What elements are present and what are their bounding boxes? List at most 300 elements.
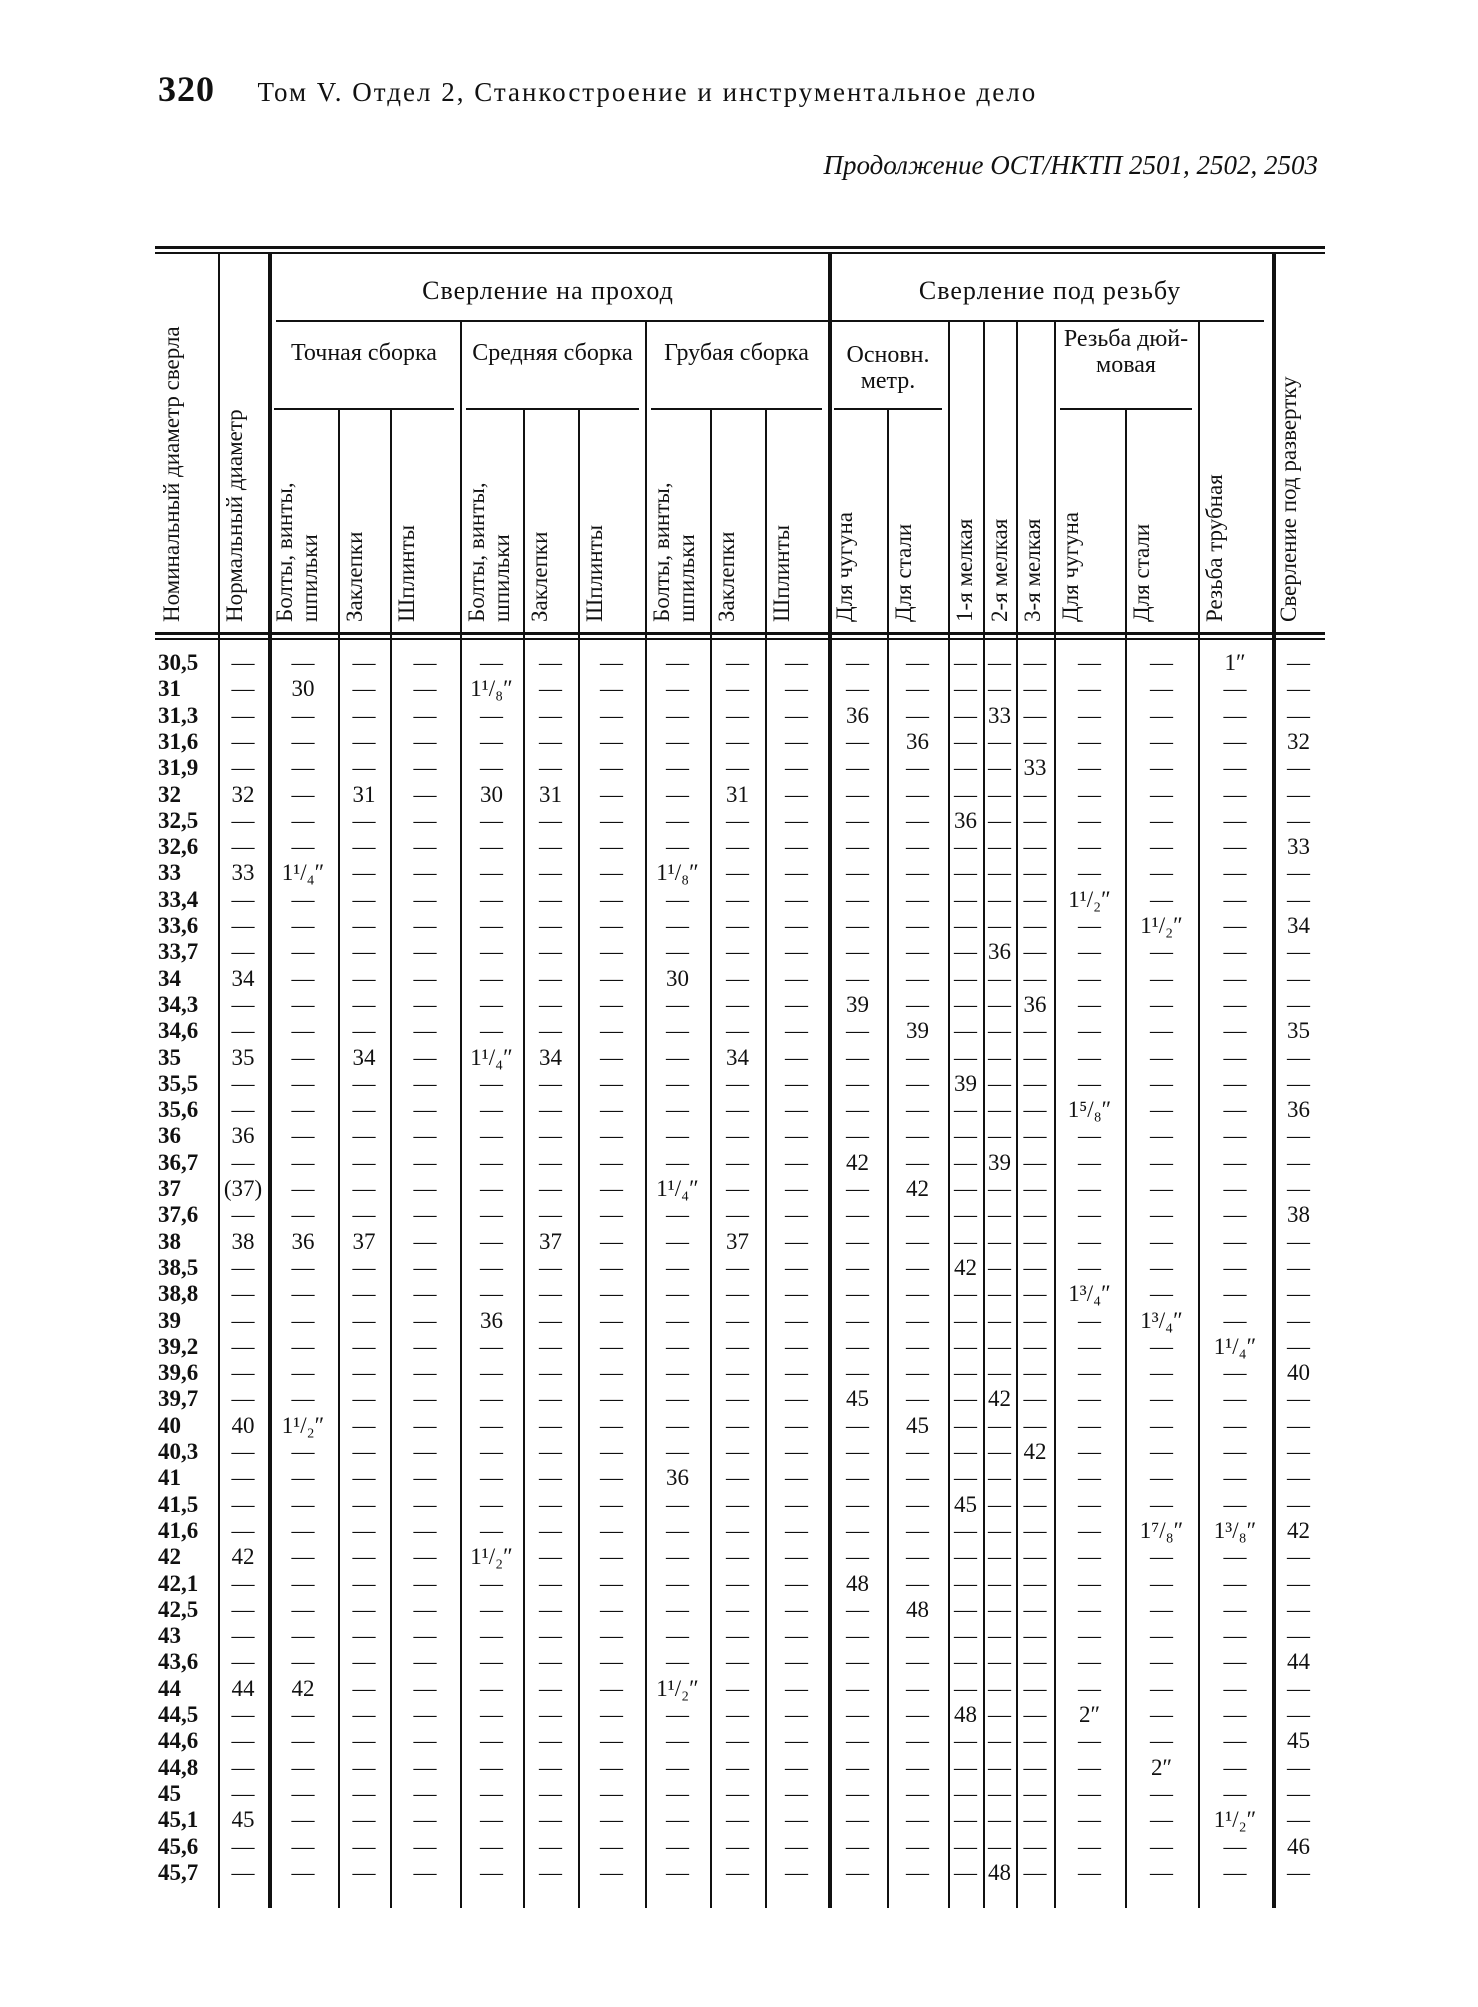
table-cell: — — [600, 1754, 623, 1780]
table-cell: — — [1150, 1360, 1173, 1386]
table-cell: — — [413, 1307, 437, 1333]
table-cell: — — [600, 1649, 623, 1675]
table-cell: — — [666, 1859, 689, 1885]
table-cell: 42 — [1287, 1517, 1310, 1543]
table-cell: — — [600, 886, 623, 912]
table-cell: 42 — [906, 1176, 929, 1201]
table-cell: — — [906, 807, 929, 833]
table-cell: — — [352, 1649, 376, 1675]
table-cell: — — [539, 1859, 562, 1885]
row-diameter-label: 39,2 — [158, 1333, 199, 1359]
table-cell: — — [954, 834, 977, 860]
table-cell: — — [231, 1202, 255, 1228]
table-cell: 1¹/₈″ — [656, 860, 699, 886]
table-cell: — — [954, 728, 977, 754]
table-cell: — — [954, 1780, 977, 1806]
table-cell: — — [352, 991, 376, 1017]
table-cell: — — [1150, 728, 1173, 754]
table-cell: — — [666, 728, 689, 754]
table-cell: — — [480, 728, 503, 754]
table-cell: — — [1150, 807, 1173, 833]
table-cell: — — [1078, 702, 1101, 728]
table-cell: — — [1223, 1097, 1247, 1123]
table-cell: — — [600, 1807, 623, 1833]
table-cell: — — [988, 1596, 1011, 1622]
table-cell: 38 — [231, 1228, 255, 1254]
table-cell: — — [666, 913, 689, 938]
table-cell: — — [480, 1675, 503, 1701]
table-cell: — — [785, 1491, 808, 1517]
table-cell: — — [291, 781, 315, 807]
table-cell: — — [785, 728, 808, 754]
table-cell: — — [785, 1360, 808, 1386]
row-diameter-label: 37,6 — [158, 1202, 199, 1228]
table-cell: — — [726, 1544, 749, 1570]
table-cell: — — [231, 1307, 255, 1333]
table-cell: — — [413, 650, 437, 675]
table-cell: — — [906, 676, 929, 702]
table-cell: 42 — [1023, 1439, 1047, 1464]
row-diameter-label: 41,6 — [158, 1517, 199, 1543]
table-cell: — — [988, 1754, 1011, 1780]
table-cell: — — [352, 939, 376, 965]
table-cell: — — [1023, 1596, 1047, 1622]
table-cell: — — [291, 939, 315, 965]
table-cell: — — [1078, 676, 1101, 702]
table-cell: — — [352, 1859, 376, 1885]
row-diameter-label: 44 — [158, 1675, 181, 1701]
table-cell: — — [600, 1596, 623, 1622]
table-cell: — — [1223, 1675, 1247, 1701]
table-cell: — — [1078, 1807, 1101, 1833]
table-cell: — — [1078, 1070, 1101, 1096]
table-cell: 34 — [1287, 913, 1310, 938]
table-cell: 36 — [291, 1228, 315, 1254]
table-cell: — — [352, 1833, 376, 1859]
table-cell: — — [1223, 913, 1247, 938]
table-cell: — — [846, 650, 869, 675]
table-cell: 44 — [1287, 1649, 1310, 1675]
table-cell: — — [1023, 1123, 1047, 1149]
table-cell: — — [1023, 1176, 1047, 1201]
table-cell: — — [1287, 1623, 1310, 1649]
table-cell: — — [1023, 1097, 1047, 1123]
table-cell: — — [726, 860, 749, 886]
table-cell: — — [846, 1728, 869, 1754]
table-cell: — — [539, 1149, 562, 1175]
table-cell: — — [846, 1807, 869, 1833]
table-cell: — — [600, 1123, 623, 1149]
table-cell: — — [1150, 1149, 1173, 1175]
table-cell: — — [413, 1465, 437, 1491]
table-cell: — — [666, 1097, 689, 1123]
table-cell: — — [906, 913, 929, 938]
table-cell: — — [1150, 755, 1173, 781]
column-header: Нормальный диаметр — [222, 409, 247, 622]
table-cell: — — [785, 1596, 808, 1622]
table-cell: — — [846, 1360, 869, 1386]
table-cell: — — [539, 1176, 562, 1201]
column-header: Сверление под развертку — [1276, 376, 1301, 622]
table-cell: — — [726, 1833, 749, 1859]
table-cell: — — [1023, 807, 1047, 833]
table-cell: — — [666, 1412, 689, 1438]
table-cell: — — [600, 1070, 623, 1096]
table-rule — [155, 252, 1325, 254]
table-cell: — — [480, 1070, 503, 1096]
table-cell: — — [906, 1544, 929, 1570]
table-cell: — — [1223, 1070, 1247, 1096]
table-cell: — — [1023, 913, 1047, 938]
row-diameter-label: 38,8 — [158, 1281, 199, 1307]
table-cell: — — [231, 1149, 255, 1175]
row-diameter-label: 45,6 — [158, 1833, 199, 1859]
table-cell: 1³/₄″ — [1068, 1281, 1111, 1307]
page-number: 320 — [158, 69, 215, 109]
table-cell: — — [352, 1412, 376, 1438]
table-cell: — — [1078, 1307, 1101, 1333]
table-cell: — — [906, 1202, 929, 1228]
table-cell: — — [785, 1123, 808, 1149]
table-cell: — — [352, 755, 376, 781]
table-cell: — — [231, 1780, 255, 1806]
table-cell: — — [906, 1228, 929, 1254]
table-cell: — — [231, 1360, 255, 1386]
table-cell: — — [666, 939, 689, 965]
table-cell: — — [785, 1386, 808, 1412]
table-cell: — — [846, 755, 869, 781]
table-cell: — — [600, 1228, 623, 1254]
table-cell: — — [666, 1439, 689, 1464]
table-cell: — — [539, 1780, 562, 1806]
column-header: Заклепки — [342, 531, 367, 622]
table-cell: — — [1078, 1491, 1101, 1517]
table-cell: — — [846, 860, 869, 886]
table-cell: — — [1287, 965, 1310, 991]
table-cell: — — [1287, 886, 1310, 912]
table-cell: 45 — [1287, 1728, 1310, 1754]
table-cell: — — [906, 781, 929, 807]
table-cell: — — [231, 834, 255, 860]
table-cell: — — [480, 1570, 503, 1596]
table-cell: — — [291, 886, 315, 912]
subgroup-rough: Грубая сборка — [664, 340, 809, 366]
table-cell: — — [726, 755, 749, 781]
table-cell: — — [785, 1807, 808, 1833]
table-cell: — — [988, 1123, 1011, 1149]
row-diameter-label: 45,7 — [158, 1859, 199, 1885]
table-cell: — — [413, 1176, 437, 1201]
row-diameter-label: 44,6 — [158, 1728, 199, 1754]
table-cell: — — [600, 1491, 623, 1517]
table-cell: — — [231, 1702, 255, 1727]
table-cell: 36 — [906, 728, 929, 754]
table-cell: — — [231, 939, 255, 965]
table-cell: — — [988, 1807, 1011, 1833]
table-cell: — — [1023, 1544, 1047, 1570]
table-rule — [155, 638, 1325, 640]
table-cell: 31 — [726, 781, 749, 807]
table-cell: — — [954, 1439, 977, 1464]
table-cell: — — [413, 1386, 437, 1412]
table-cell: — — [539, 1018, 562, 1044]
table-cell: — — [600, 1702, 623, 1727]
table-cell: — — [785, 860, 808, 886]
table-cell: — — [1023, 886, 1047, 912]
table-cell: — — [480, 1333, 503, 1359]
table-cell: — — [231, 1728, 255, 1754]
table-cell: — — [480, 1728, 503, 1754]
table-cell: — — [1023, 1754, 1047, 1780]
table-cell: — — [480, 991, 503, 1017]
table-cell: — — [1223, 1176, 1247, 1201]
table-cell: — — [1150, 781, 1173, 807]
table-cell: — — [1223, 1228, 1247, 1254]
table-cell: — — [1223, 755, 1247, 781]
table-cell: — — [413, 676, 437, 702]
table-cell: — — [480, 965, 503, 991]
table-cell: — — [413, 1018, 437, 1044]
table-cell: — — [954, 1596, 977, 1622]
table-cell: — — [1023, 1228, 1047, 1254]
table-cell: — — [1023, 1202, 1047, 1228]
table-cell: — — [539, 1281, 562, 1307]
table-cell: — — [231, 1097, 255, 1123]
column-header: 3-я мелкая — [1020, 518, 1045, 622]
table-cell: — — [231, 676, 255, 702]
table-cell: — — [726, 1360, 749, 1386]
table-cell: — — [1078, 1412, 1101, 1438]
table-cell: — — [413, 1149, 437, 1175]
table-cell: — — [726, 650, 749, 675]
table-cell: — — [1023, 1570, 1047, 1596]
table-cell: — — [231, 1333, 255, 1359]
table-cell: — — [726, 1517, 749, 1543]
table-cell: — — [1023, 939, 1047, 965]
row-diameter-label: 33,4 — [158, 886, 199, 912]
table-cell: — — [846, 1281, 869, 1307]
table-cell: — — [988, 965, 1011, 991]
subgroup-inch: Резьба дюй-мовая — [1063, 326, 1189, 378]
table-cell: — — [352, 702, 376, 728]
table-cell: — — [480, 1517, 503, 1543]
subgroup-precise: Точная сборка — [291, 340, 437, 366]
row-diameter-label: 35 — [158, 1044, 181, 1070]
table-cell: — — [846, 886, 869, 912]
table-cell: — — [231, 913, 255, 938]
table-cell: — — [231, 755, 255, 781]
table-cell: — — [1287, 1807, 1310, 1833]
table-cell: — — [413, 1517, 437, 1543]
table-cell: — — [1287, 1859, 1310, 1885]
column-header: Болты, винты, шпильки — [649, 482, 699, 622]
table-cell: — — [666, 781, 689, 807]
table-cell: — — [539, 939, 562, 965]
table-cell: — — [539, 1596, 562, 1622]
table-cell: 1¹/₄″ — [656, 1176, 699, 1201]
table-cell: — — [1078, 1780, 1101, 1806]
table-cell: — — [352, 886, 376, 912]
table-cell: — — [1150, 1570, 1173, 1596]
table-cell: — — [1287, 1780, 1310, 1806]
table-cell: — — [954, 1044, 977, 1070]
table-cell: — — [785, 1675, 808, 1701]
table-cell: — — [988, 1570, 1011, 1596]
table-cell: — — [1223, 1360, 1247, 1386]
table-cell: — — [1150, 1465, 1173, 1491]
table-cell: — — [600, 991, 623, 1017]
table-cell: — — [906, 1044, 929, 1070]
table-cell: — — [954, 781, 977, 807]
column-header: 1-я мелкая — [952, 518, 977, 622]
table-cell: — — [231, 728, 255, 754]
row-diameter-label: 36 — [158, 1123, 181, 1149]
table-cell: — — [726, 965, 749, 991]
page-title: Том V. Отдел 2, Станкостроение и инструментальное дело — [257, 77, 1038, 107]
table-cell: 33 — [1287, 834, 1310, 860]
table-cell: — — [666, 886, 689, 912]
table-cell: — — [785, 1018, 808, 1044]
table-cell: — — [480, 1228, 503, 1254]
table-cell: — — [666, 1544, 689, 1570]
table-cell: — — [1223, 886, 1247, 912]
table-cell: — — [666, 807, 689, 833]
table-cell: — — [480, 1439, 503, 1464]
table-cell: — — [666, 1333, 689, 1359]
table-cell: — — [954, 676, 977, 702]
table-cell: — — [1150, 1675, 1173, 1701]
table-cell: — — [846, 1544, 869, 1570]
table-cell: — — [906, 1675, 929, 1701]
table-cell: — — [352, 1570, 376, 1596]
table-cell: — — [1223, 1491, 1247, 1517]
table-cell: — — [906, 1623, 929, 1649]
table-cell: — — [539, 1123, 562, 1149]
table-cell: — — [600, 1570, 623, 1596]
table-cell: — — [1078, 1123, 1101, 1149]
table-cell: — — [600, 1465, 623, 1491]
table-cell: — — [1223, 1754, 1247, 1780]
table-cell: — — [539, 1202, 562, 1228]
table-cell: — — [1150, 965, 1173, 991]
table-cell: — — [785, 965, 808, 991]
table-cell: 1¹/₄″ — [470, 1044, 513, 1070]
table-cell: — — [231, 1623, 255, 1649]
table-cell: — — [1078, 1360, 1101, 1386]
table-cell: — — [539, 728, 562, 754]
table-cell: — — [785, 781, 808, 807]
table-cell: — — [954, 1097, 977, 1123]
table-cell: — — [666, 755, 689, 781]
table-cell: — — [906, 1807, 929, 1833]
table-cell: — — [539, 1833, 562, 1859]
table-cell: — — [352, 676, 376, 702]
table-cell: — — [846, 1044, 869, 1070]
row-diameter-label: 34,6 — [158, 1018, 199, 1044]
table-cell: — — [1150, 1439, 1173, 1464]
table-cell: — — [1223, 1439, 1247, 1464]
table-cell: — — [413, 1412, 437, 1438]
table-cell: — — [988, 860, 1011, 886]
table-cell: — — [1078, 1544, 1101, 1570]
table-cell: — — [291, 1491, 315, 1517]
table-cell: — — [1150, 1386, 1173, 1412]
table-cell: — — [413, 1649, 437, 1675]
table-cell: — — [352, 1070, 376, 1096]
table-cell: 1¹/₄″ — [281, 860, 325, 886]
table-cell: — — [413, 1702, 437, 1727]
table-cell: — — [846, 728, 869, 754]
table-cell: — — [954, 1728, 977, 1754]
table-cell: — — [846, 1439, 869, 1464]
table-cell: — — [413, 1281, 437, 1307]
table-cell: — — [413, 1754, 437, 1780]
table-cell: — — [413, 1807, 437, 1833]
table-cell: — — [1150, 1649, 1173, 1675]
table-cell: — — [1150, 1228, 1173, 1254]
table-cell: — — [846, 1754, 869, 1780]
table-cell: 38 — [1287, 1202, 1310, 1228]
table-cell: — — [988, 650, 1011, 675]
table-cell: — — [413, 860, 437, 886]
table-cell: — — [988, 1702, 1011, 1727]
table-cell: 39 — [846, 991, 869, 1017]
column-header: Для чугуна — [832, 511, 857, 622]
table-cell: — — [231, 1386, 255, 1412]
table-cell: 33 — [988, 702, 1011, 728]
table-cell: 48 — [846, 1570, 869, 1596]
table-cell: — — [539, 1517, 562, 1543]
table-cell: — — [539, 1465, 562, 1491]
table-cell: — — [666, 1123, 689, 1149]
table-cell: — — [1150, 886, 1173, 912]
table-cell: — — [291, 1307, 315, 1333]
table-cell: — — [480, 886, 503, 912]
table-cell: — — [726, 1070, 749, 1096]
table-cell: — — [988, 755, 1011, 781]
table-cell: 45 — [954, 1491, 977, 1517]
table-cell: — — [954, 1281, 977, 1307]
table-cell: — — [231, 1254, 255, 1280]
table-cell: — — [1078, 1596, 1101, 1622]
table-cell: — — [726, 1097, 749, 1123]
table-cell: — — [785, 1544, 808, 1570]
table-cell: — — [352, 1176, 376, 1201]
table-cell: — — [1150, 1333, 1173, 1359]
table-cell: — — [906, 1754, 929, 1780]
table-cell: — — [1223, 1386, 1247, 1412]
row-diameter-label: 33,7 — [158, 939, 199, 965]
table-cell: — — [539, 1360, 562, 1386]
row-diameter-label: 32,6 — [158, 834, 199, 860]
table-cell: — — [539, 702, 562, 728]
table-cell: — — [413, 1596, 437, 1622]
table-cell: — — [1078, 1333, 1101, 1359]
table-cell: — — [1023, 1281, 1047, 1307]
table-cell: — — [413, 1228, 437, 1254]
table-cell: — — [1287, 1228, 1310, 1254]
table-cell: — — [988, 1070, 1011, 1096]
table-cell: — — [539, 965, 562, 991]
table-cell: — — [231, 1596, 255, 1622]
table-cell: — — [413, 991, 437, 1017]
table-cell: — — [539, 1307, 562, 1333]
table-cell: — — [954, 939, 977, 965]
table-cell: — — [1150, 991, 1173, 1017]
table-cell: 39 — [906, 1018, 929, 1044]
table-cell: — — [666, 676, 689, 702]
table-cell: — — [1223, 1544, 1247, 1570]
